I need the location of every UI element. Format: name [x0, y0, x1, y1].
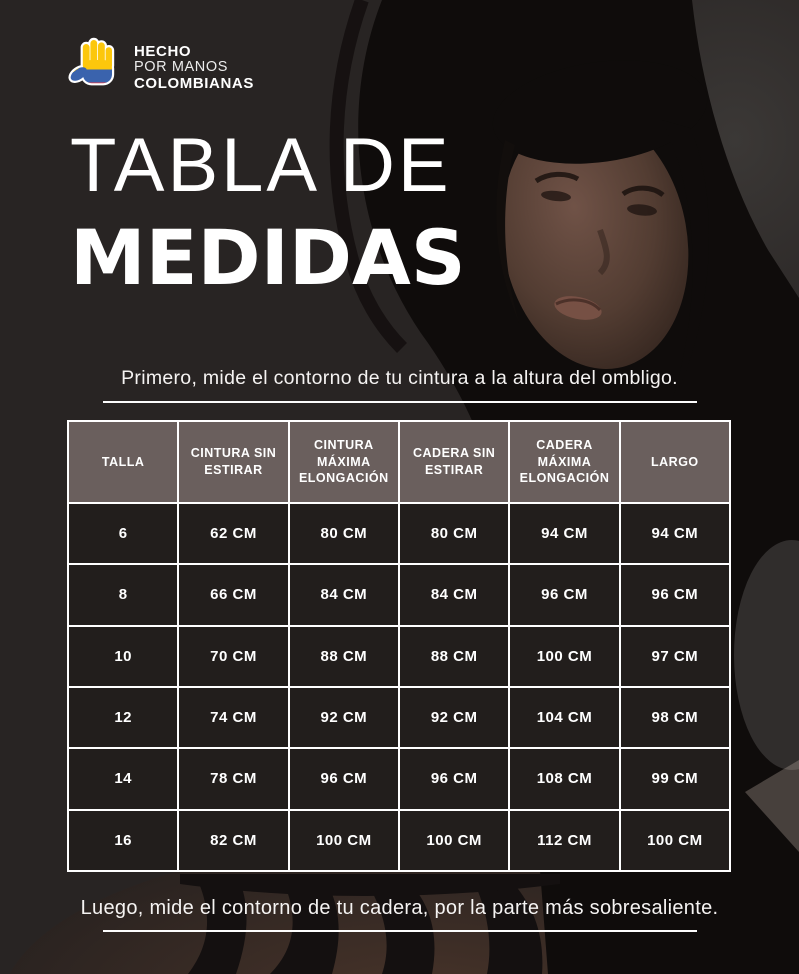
- logo-word-hecho: HECHO: [134, 42, 192, 60]
- table-cell: 100 CM: [621, 811, 729, 870]
- table-cell: 66 CM: [179, 565, 287, 624]
- table-cell: 62 CM: [179, 504, 287, 563]
- table-cell: 74 CM: [179, 688, 287, 747]
- page-title: [70, 123, 466, 302]
- column-header-cintura-sin-estirar: CINTURA SIN ESTIRAR: [179, 422, 287, 502]
- table-cell: 108 CM: [510, 749, 618, 808]
- table-cell: 82 CM: [179, 811, 287, 870]
- table-cell: 96 CM: [510, 565, 618, 624]
- page-title-line2: MEDIDAS: [70, 213, 466, 302]
- table-cell: 99 CM: [621, 749, 729, 808]
- table-cell: 112 CM: [510, 811, 618, 870]
- table-cell: 92 CM: [290, 688, 398, 747]
- table-cell-size: 6: [69, 504, 177, 563]
- table-cell: 88 CM: [290, 627, 398, 686]
- size-table: [67, 420, 731, 872]
- table-cell-size: 10: [69, 627, 177, 686]
- table-cell: 96 CM: [290, 749, 398, 808]
- table-cell: 100 CM: [400, 811, 508, 870]
- table-cell: 92 CM: [400, 688, 508, 747]
- table-cell-size: 12: [69, 688, 177, 747]
- table-cell: 84 CM: [400, 565, 508, 624]
- table-cell: 80 CM: [290, 504, 398, 563]
- logo-word-por-manos: POR MANOS: [134, 59, 229, 76]
- table-cell: 96 CM: [400, 749, 508, 808]
- table-cell: 78 CM: [179, 749, 287, 808]
- table-cell: 97 CM: [621, 627, 729, 686]
- table-cell: 84 CM: [290, 565, 398, 624]
- divider-top: [103, 401, 697, 403]
- table-cell: 88 CM: [400, 627, 508, 686]
- table-cell: 98 CM: [621, 688, 729, 747]
- instruction-hip: Luego, mide el contorno de tu cadera, por la parte más sobresaliente.: [80, 897, 719, 919]
- table-cell: 94 CM: [510, 504, 618, 563]
- table-cell: 100 CM: [510, 627, 618, 686]
- divider-bottom: [103, 930, 697, 932]
- table-cell: 80 CM: [400, 504, 508, 563]
- table-cell: 104 CM: [510, 688, 618, 747]
- table-cell: 70 CM: [179, 627, 287, 686]
- table-cell: 94 CM: [621, 504, 729, 563]
- column-header-talla: TALLA: [69, 422, 177, 502]
- column-header-cadera-sin-estirar: CADERA SIN ESTIRAR: [400, 422, 508, 502]
- table-cell-size: 14: [69, 749, 177, 808]
- table-cell: 96 CM: [621, 565, 729, 624]
- table-cell: 100 CM: [290, 811, 398, 870]
- table-cell-size: 8: [69, 565, 177, 624]
- table-cell-size: 16: [69, 811, 177, 870]
- colombian-hand-icon: [66, 30, 122, 106]
- page-title-line1: TABLA DE: [70, 123, 452, 208]
- brand-logo-text: [134, 44, 254, 93]
- logo-word-colombianas: COLOMBIANAS: [134, 74, 254, 92]
- column-header-largo: LARGO: [621, 422, 729, 502]
- column-header-cadera-maxima-elongacion: CADERA MÁXIMA ELONGACIÓN: [510, 422, 618, 502]
- brand-logo: [66, 30, 254, 106]
- instruction-waist: Primero, mide el contorno de tu cintura a la altura del ombligo.: [121, 367, 678, 389]
- column-header-cintura-maxima-elongacion: CINTURA MÁXIMA ELONGACIÓN: [290, 422, 398, 502]
